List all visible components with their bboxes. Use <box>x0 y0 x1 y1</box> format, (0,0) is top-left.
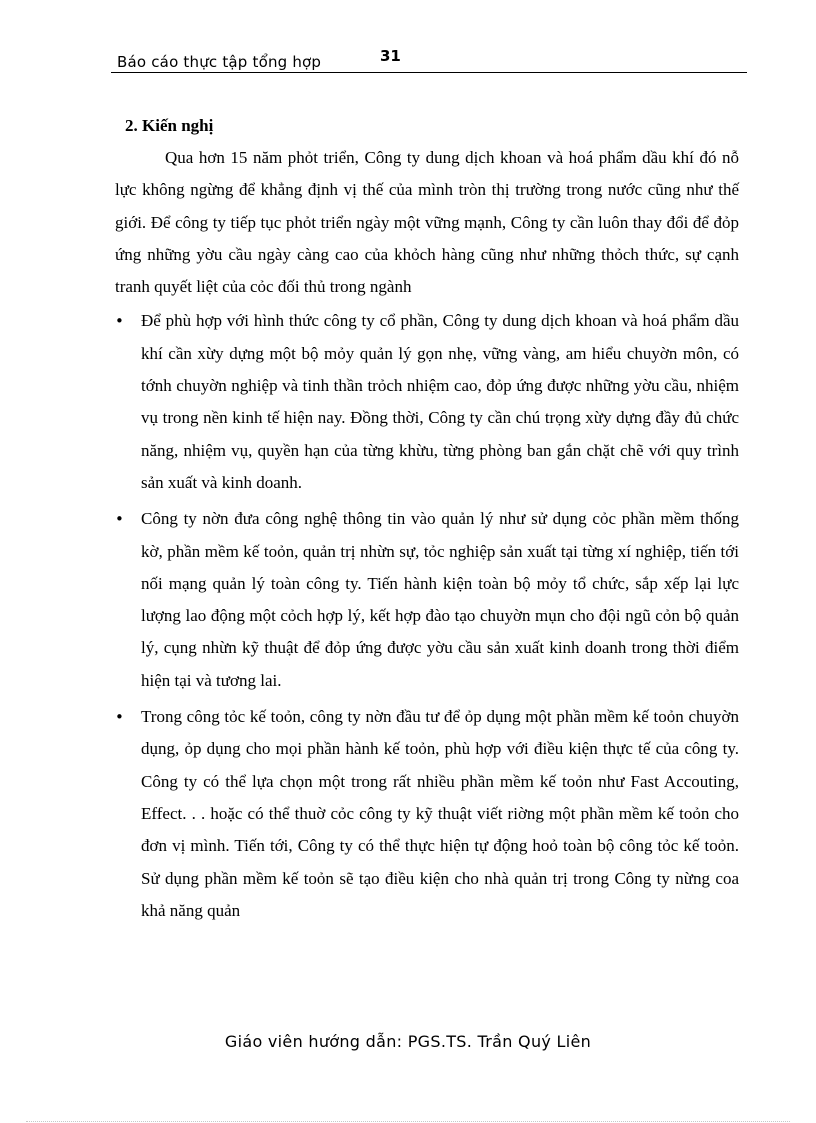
list-item <box>115 701 739 927</box>
bullet-icon: • <box>115 312 124 331</box>
recommendation-list <box>115 305 739 927</box>
list-item <box>115 305 739 499</box>
intro-paragraph: Qua hơn 15 năm phỏt triển, Công ty dung dịch khoan và hoá phẩm dầu khí đó nỗ lực không ngừng để khẳng định vị thế của mình tròn thị trường trong nước cũng như thế giới. Để công ty tiếp tục phỏt triển ngày một vững mạnh, Công ty cần luôn thay đổi để đỏp ứng những yờu cầu ngày càng cao của khỏch hàng cũng như những thỏch thức, sự cạnh tranh quyết liệt của cỏc đối thủ trong ngành <box>115 148 739 297</box>
recommendation-text: Để phù hợp với hình thức công ty cổ phần, Công ty dung dịch khoan và hoá phẩm dầu khí cần xừy dựng một bộ mỏy quản lý gọn nhẹ, vững vàng, am hiểu chuyờn môn, có tớnh chuyờn nghiệp và tinh thần trỏch nhiệm cao, đỏp ứng được những yờu cầu, nhiệm vụ trong nền kinh tế hiện nay. Đồng thời, Công ty cần chú trọng xừy dựng đầy đủ chức năng, nhiệm vụ, quyền hạn của từng khừu, từng phòng ban gắn chặt chẽ với quy trình sản xuất và kinh doanh. <box>141 311 739 492</box>
recommendation-text: Trong công tỏc kế toỏn, công ty nờn đầu tư để ỏp dụng một phần mềm kế toỏn chuyờn dụng, ỏp dụng cho mọi phần hành kế toỏn, phù hợp với điều kiện thực tế của công ty. Công ty có thể lựa chọn một trong rất nhiều phần mềm kế toỏn như Fast Accouting, Effect. . . hoặc có thể thuờ cỏc công ty kỹ thuật viết riờng một phần mềm kế toỏn cho đơn vị mình. Tiến tới, Công ty có thể thực hiện tự động hoỏ toàn bộ công tỏc kế toỏn. Sử dụng phần mềm kế toỏn sẽ tạo điều kiện cho nhà quản trị trong Công ty nừng coa khả năng quản <box>141 707 739 920</box>
page-footer: Giáo viên hướng dẫn: PGS.TS. Trần Quý Liên <box>224 1032 592 1051</box>
page-bottom-divider <box>26 1121 790 1122</box>
report-body <box>115 110 739 931</box>
recommendation-text: Công ty nờn đưa công nghệ thông tin vào quản lý như sử dụng cỏc phần mềm thống kờ, phần mềm kế toỏn, quản trị nhừn sự, tỏc nghiệp sản xuất tại từng xí nghiệp, tiến tới nối mạng quản lý toàn công ty. Tiến hành kiện toàn bộ mỏy tổ chức, sắp xếp lại lực lượng lao động một cỏch hợp lý, kết hợp đào tạo chuyờn mụn cho đội ngũ cỏn bộ quản lý, cụng nhừn kỹ thuật để đỏp ứng được yờu cầu sản xuất kinh doanh trong thời điểm hiện tại và tương lai. <box>141 509 739 690</box>
page-header <box>111 48 747 73</box>
page-number: 31 <box>380 47 401 65</box>
header-title: Báo cáo thực tập tổng hợp <box>117 53 322 71</box>
bullet-icon: • <box>115 708 124 727</box>
section-heading: 2. Kiến nghị <box>125 116 214 135</box>
bullet-icon: • <box>115 510 124 529</box>
list-item <box>115 503 739 697</box>
